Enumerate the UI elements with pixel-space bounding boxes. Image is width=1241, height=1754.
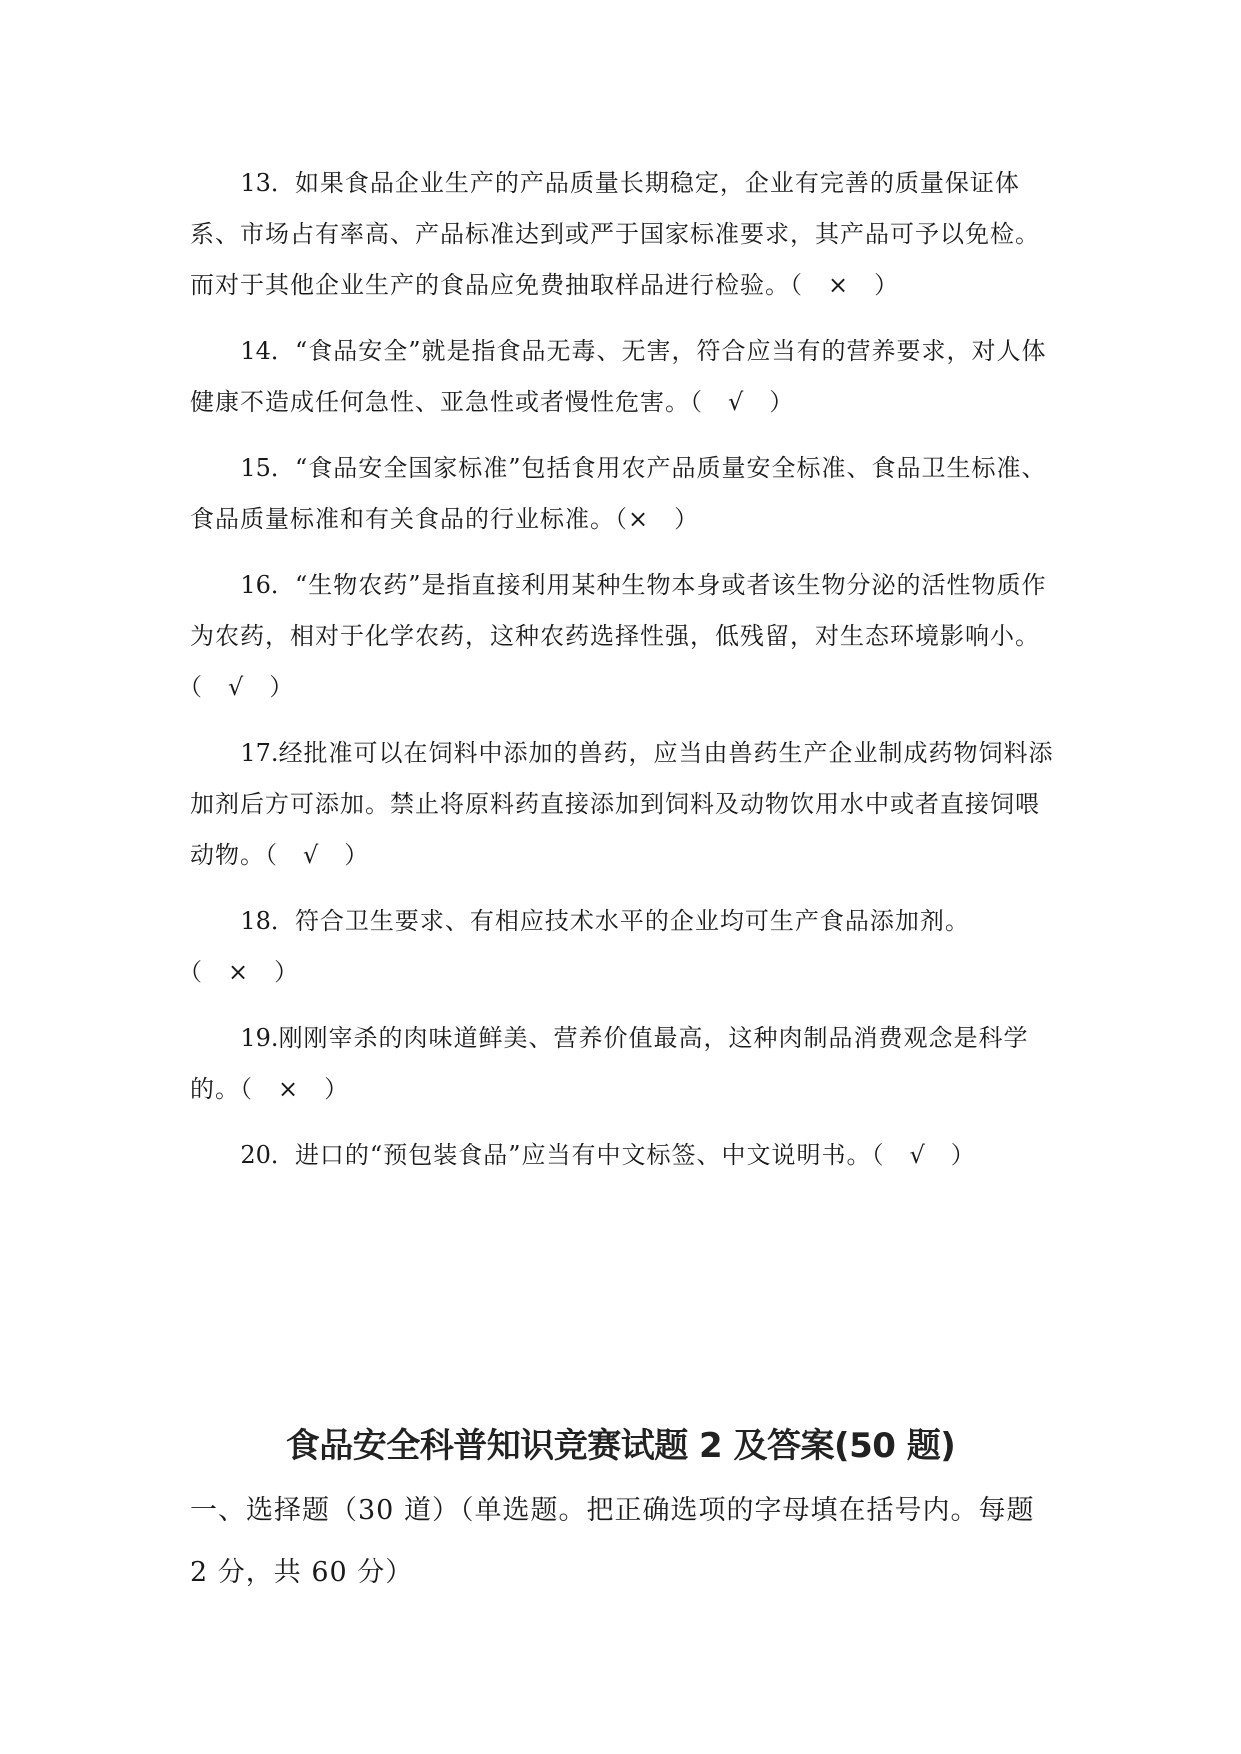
answer-mark: （ × ） — [240, 1075, 350, 1103]
section-heading: 一、选择题（30 道）（单选题。把正确选项的字母填在括号内。每题 2 分，共 60 分） — [190, 1495, 1035, 1588]
answer-mark: （ × ） — [190, 958, 300, 986]
question-number: 16． — [240, 571, 295, 599]
question-number: 17. — [240, 739, 279, 767]
question-text: 进口的“预包装食品”应当有中文标签、中文说明书。 — [294, 1141, 872, 1169]
answer-mark: （ √ ） — [871, 1141, 976, 1169]
question-17 — [190, 728, 1060, 881]
answer-mark: （ √ ） — [190, 673, 295, 701]
question-14 — [190, 326, 1060, 428]
question-18 — [190, 896, 1060, 998]
question-text: 经批准可以在饲料中添加的兽药，应当由兽药生产企业制成药物饲料添加剂后方可添加。禁止将原料药直接添加到饲料及动物饮用水中或者直接饲喂动物。 — [190, 739, 1054, 869]
question-text: 刚刚宰杀的肉味道鲜美、营养价值最高，这种肉制品消费观念是科学的。 — [190, 1024, 1029, 1103]
question-number: 19. — [240, 1024, 279, 1052]
question-text: “生物农药”是指直接利用某种生物本身或者该生物分泌的活性物质作为农药，相对于化学农药，这种农药选择性强，低残留，对生态环境影响小。 — [190, 571, 1047, 650]
question-15 — [190, 443, 1060, 545]
question-16 — [190, 560, 1060, 713]
question-text: 符合卫生要求、有相应技术水平的企业均可生产食品添加剂。 — [294, 907, 970, 935]
question-list — [190, 158, 1060, 1196]
question-number: 20． — [240, 1141, 295, 1169]
answer-mark: （ √ ） — [265, 841, 370, 869]
answer-mark: （ × ） — [790, 271, 900, 299]
document-title: 食品安全科普知识竞赛试题 2 及答案(50 题) — [285, 1426, 956, 1466]
question-text: “食品安全”就是指食品无毒、无害，符合应当有的营养要求，对人体健康不造成任何急性、亚急性或者慢性危害。 — [190, 337, 1047, 416]
answer-mark: （ √ ） — [690, 388, 795, 416]
question-text: 如果食品企业生产的产品质量长期稳定，企业有完善的质量保证体系、市场占有率高、产品标准达到或严于国家标准要求，其产品可予以免检。而对于其他企业生产的食品应免费抽取样品进行检验。 — [190, 169, 1040, 299]
question-13 — [190, 158, 1060, 311]
question-text: “食品安全国家标准”包括食用农产品质量安全标准、食品卫生标准、食品质量标准和有关食品的行业标准。 — [190, 454, 1047, 533]
question-number: 18． — [240, 907, 295, 935]
question-number: 13． — [240, 169, 295, 197]
answer-mark: （× ） — [615, 505, 700, 533]
question-20 — [190, 1130, 1060, 1181]
question-number: 14． — [240, 337, 295, 365]
question-19 — [190, 1013, 1060, 1115]
question-number: 15． — [240, 454, 295, 482]
